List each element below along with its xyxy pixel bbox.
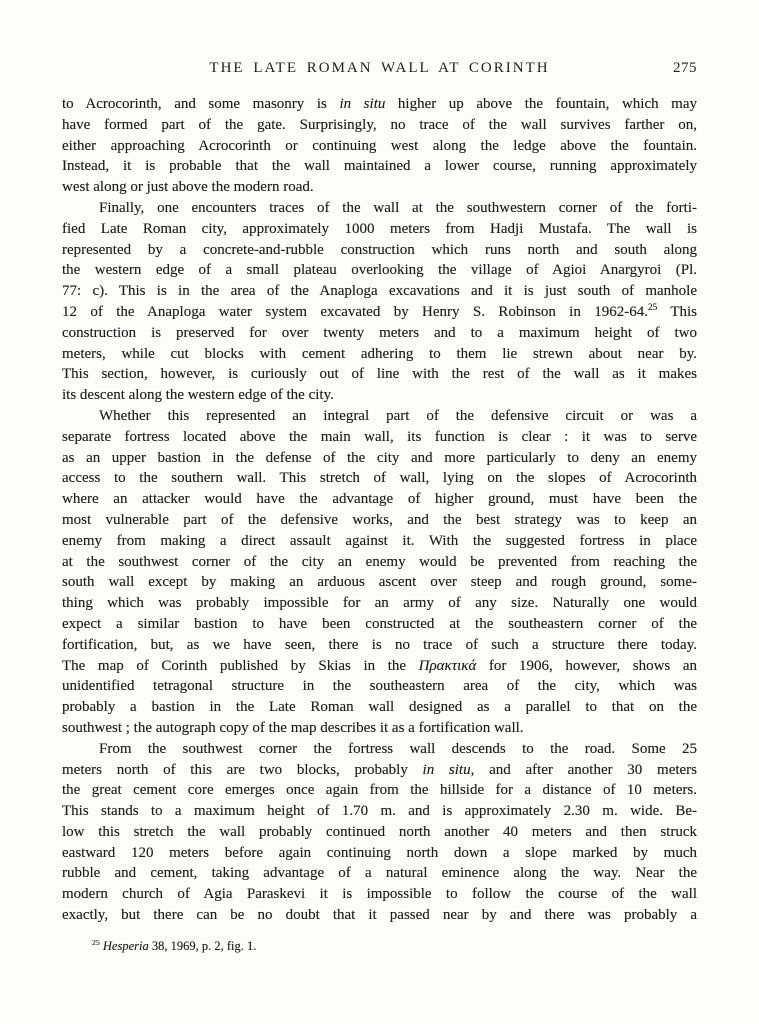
- text-segment: access to the southern wall. This stretch of wall, lying on the slopes of Acrocorinth: [62, 470, 697, 487]
- text-segment: separate fortress located above the main wall, its function is clear : it was to serve: [62, 428, 697, 445]
- text-line: [62, 468, 697, 489]
- text-line: [62, 115, 697, 136]
- text-line: [62, 863, 697, 884]
- text-line: [62, 219, 697, 240]
- text-segment: From the southwest corner the fortress wall descends to the road. Some 25: [99, 740, 697, 757]
- text-segment: rubble and cement, taking advantage of a natural eminence along the way. Near the: [62, 865, 697, 882]
- text-line: [62, 406, 697, 427]
- paragraph: [62, 94, 697, 198]
- text-line: [62, 635, 697, 656]
- text-line: [62, 344, 697, 365]
- text-line: [62, 572, 697, 593]
- text-segment: This section, however, is curiously out of line with the rest of the wall as it makes: [62, 366, 697, 383]
- paragraph: [62, 739, 697, 926]
- text-line: [62, 739, 697, 760]
- text-segment: 12 of the Anaploga water system excavated by Henry S. Robinson in 1962-64.: [62, 303, 648, 320]
- text-segment: south wall except by making an arduous ascent over steep and rough ground, some-: [62, 574, 697, 591]
- running-head-title: THE LATE ROMAN WALL AT CORINTH: [209, 60, 550, 76]
- footnote-text: [62, 938, 697, 955]
- text-segment: the western edge of a small plateau overlooking the village of Agioi Anargyroi (Pl.: [62, 262, 697, 279]
- text-segment: eastward 120 meters before again continuing north down a slope marked by much: [62, 844, 697, 861]
- text-line: [62, 177, 697, 198]
- text-line: [62, 884, 697, 905]
- text-segment: exactly, but there can be no doubt that it passed near by and there was probably a: [62, 907, 697, 924]
- text-segment: Πρακτικά: [418, 657, 477, 674]
- text-line: [62, 323, 697, 344]
- text-line: [62, 281, 697, 302]
- text-line: [62, 780, 697, 801]
- text-segment: its descent along the western edge of the city.: [62, 387, 334, 404]
- text-segment: This stands to a maximum height of 1.70 m. and is approximately 2.30 m. wide. Be-: [62, 803, 697, 820]
- text-segment: southwest ; the autograph copy of the map describes it as a fortification wall.: [62, 719, 524, 736]
- text-line: [62, 552, 697, 573]
- text-line: [62, 489, 697, 510]
- text-line: [62, 801, 697, 822]
- text-line: [62, 364, 697, 385]
- text-segment: as an upper bastion in the defense of the city and more particularly to deny an enemy: [62, 449, 697, 466]
- text-segment: probably a bastion in the Late Roman wall designed as a parallel to that on the: [62, 699, 697, 716]
- paragraph: [62, 198, 697, 406]
- text-segment: low this stretch the wall probably continued north another 40 meters and then struck: [62, 823, 697, 840]
- text-line: [62, 448, 697, 469]
- text-line: [62, 156, 697, 177]
- text-segment: expect a similar bastion to have been constructed at the southeastern corner of the: [62, 615, 697, 632]
- text-segment: west along or just above the modern road.: [62, 179, 314, 196]
- text-line: [62, 385, 697, 406]
- text-segment: either approaching Acrocorinth or continuing west along the ledge above the fountain.: [62, 137, 697, 154]
- text-line: [62, 656, 697, 677]
- text-segment: higher up above the fountain, which may: [385, 96, 698, 112]
- text-segment: the great cement core emerges once again from the hillside for a distance of 10 meters.: [62, 782, 697, 799]
- text-segment: Finally, one encounters traces of the wall at the southwestern corner of the forti-: [99, 199, 697, 216]
- text-segment: most vulnerable part of the defensive works, and the best strategy was to keep an: [62, 511, 697, 528]
- text-segment: meters north of this are two blocks, probably: [62, 761, 423, 778]
- page-body: [62, 94, 697, 926]
- text-line: [62, 718, 697, 739]
- footnote-reference: 25: [647, 302, 658, 313]
- text-segment: , and after another 30 meters: [470, 761, 698, 778]
- text-line: [62, 302, 697, 323]
- page-number: 275: [673, 60, 697, 76]
- footnote-reference: 25: [92, 937, 100, 947]
- text-segment: This: [657, 303, 697, 320]
- text-segment: Whether this represented an integral part of the defensive circuit or was a: [99, 407, 697, 424]
- paragraph: [62, 406, 697, 739]
- text-line: [62, 94, 697, 115]
- text-segment: Hesperia: [102, 939, 149, 953]
- text-line: [62, 260, 697, 281]
- text-line: [62, 510, 697, 531]
- text-segment: to Acrocorinth, and some masonry is: [62, 96, 340, 112]
- text-segment: for 1906, however, shows an: [476, 657, 697, 674]
- text-line: [62, 697, 697, 718]
- text-segment: The map of Corinth published by Skias in the: [62, 657, 419, 674]
- text-segment: construction is preserved for over twenty meters and to a maximum height of two: [62, 324, 697, 341]
- text-segment: meters, while cut blocks with cement adhering to them lie strewn about near by.: [62, 345, 697, 362]
- page-header: [62, 60, 697, 82]
- text-segment: have formed part of the gate. Surprisingly, no trace of the wall survives farther on,: [62, 116, 697, 133]
- text-segment: enemy from making a direct assault against it. With the suggested fortress in place: [62, 532, 697, 549]
- text-segment: at the southwest corner of the city an enemy would be prevented from reaching the: [62, 553, 697, 570]
- text-segment: where an attacker would have the advantage of higher ground, must have been the: [62, 491, 697, 508]
- text-line: [62, 198, 697, 219]
- text-segment: fortification, but, as we have seen, there is no trace of such a structure there today.: [62, 636, 697, 653]
- text-segment: Instead, it is probable that the wall maintained a lower course, running approximately: [62, 158, 697, 175]
- text-line: [62, 136, 697, 157]
- text-segment: thing which was probably impossible for an army of any size. Naturally one would: [62, 595, 697, 612]
- text-segment: in situ: [422, 761, 471, 778]
- text-line: [62, 676, 697, 697]
- text-line: [62, 427, 697, 448]
- text-segment: 38, 1969, p. 2, fig. 1.: [148, 939, 257, 953]
- text-line: [62, 593, 697, 614]
- text-line: [62, 531, 697, 552]
- text-line: [62, 614, 697, 635]
- text-line: [62, 240, 697, 261]
- text-segment: unidentified tetragonal structure in the southeastern area of the city, which was: [62, 678, 697, 695]
- text-line: [62, 822, 697, 843]
- text-segment: modern church of Agia Paraskevi it is impossible to follow the course of the wall: [62, 886, 697, 903]
- text-segment: represented by a concrete-and-rubble construction which runs north and south along: [62, 241, 697, 258]
- text-line: [62, 843, 697, 864]
- text-line: [62, 905, 697, 926]
- text-segment: 77: c). This is in the area of the Anaploga excavations and it is just south of manhole: [62, 283, 697, 300]
- footnote: [62, 938, 697, 955]
- text-segment: in situ: [339, 96, 386, 112]
- text-line: [62, 760, 697, 781]
- text-segment: fied Late Roman city, approximately 1000 meters from Hadji Mustafa. The wall is: [62, 220, 697, 237]
